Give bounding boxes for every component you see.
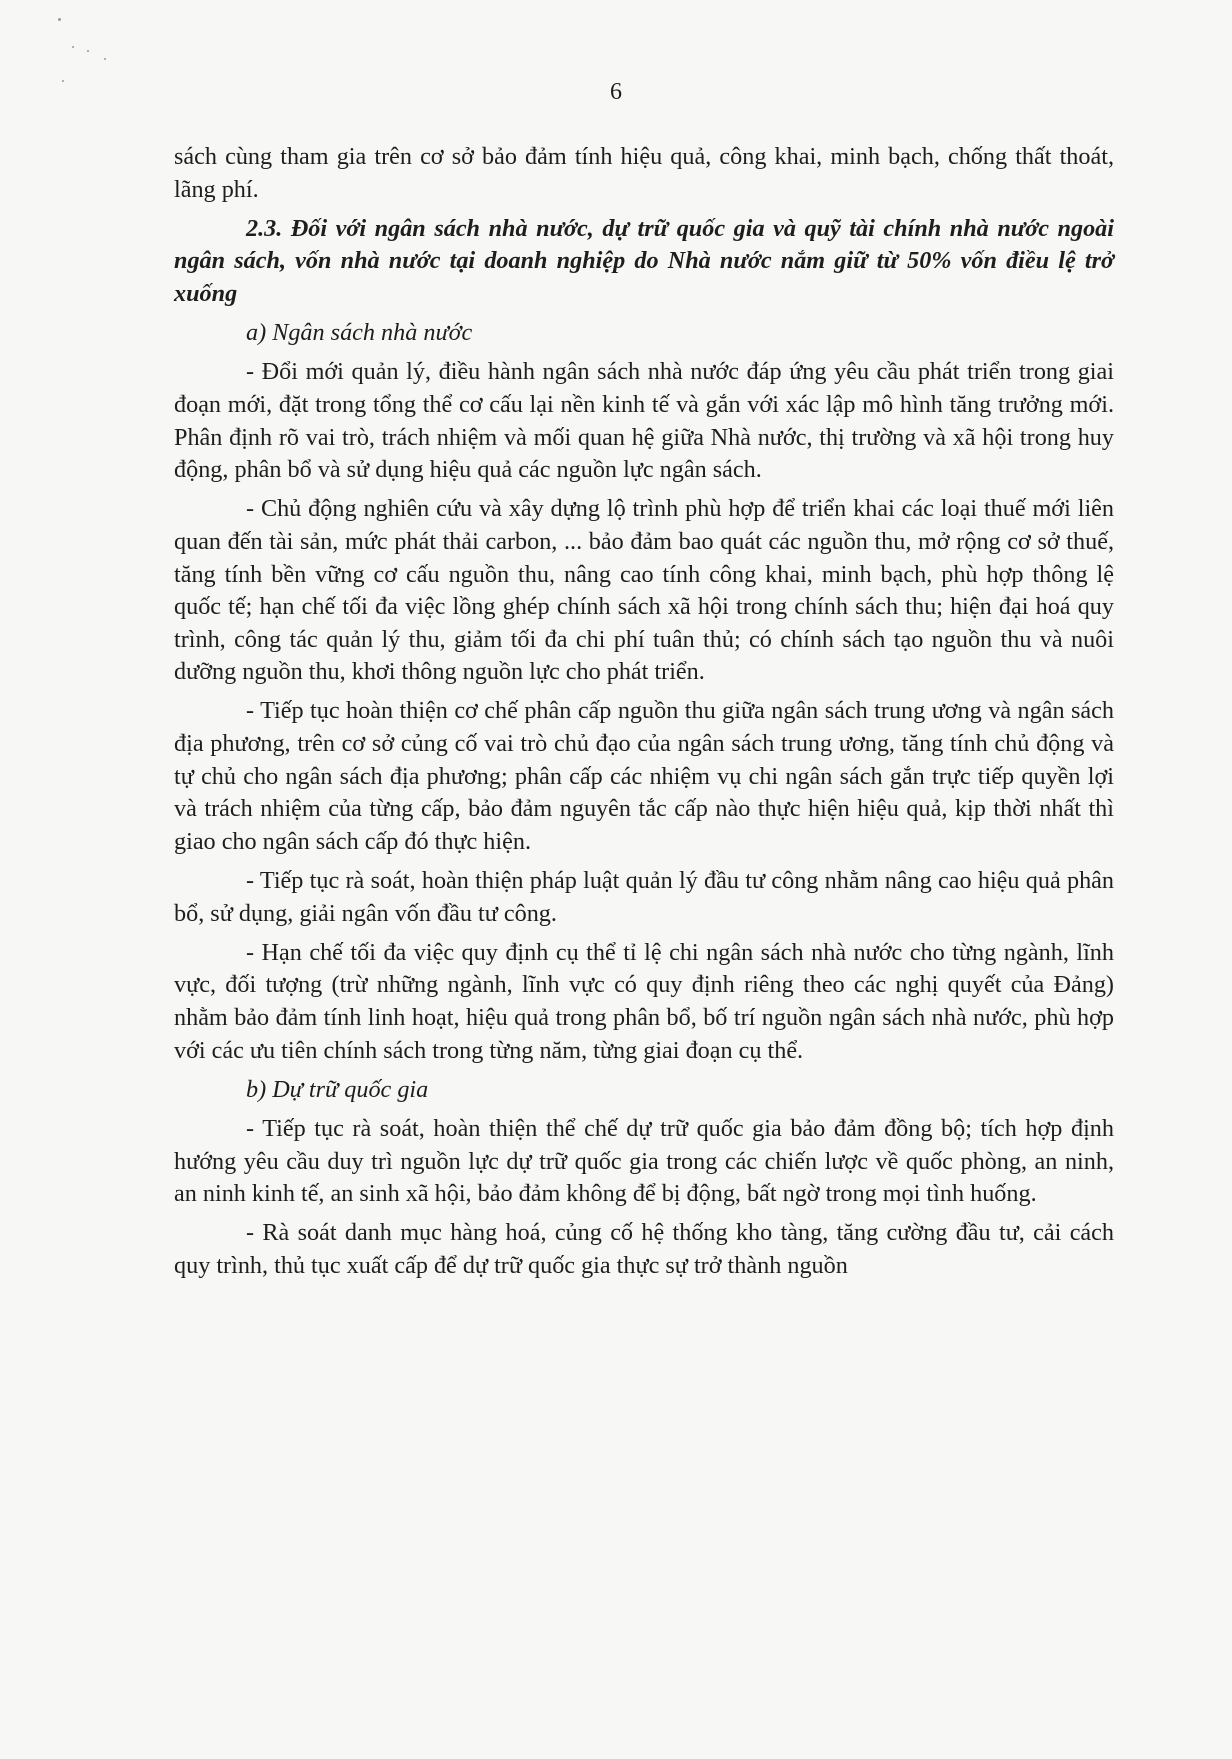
subsection-heading: a) Ngân sách nhà nước [246, 319, 473, 347]
scan-speck [87, 50, 89, 52]
body-paragraph: - Hạn chế tối đa việc quy định cụ thể tỉ lệ chi ngân sách nhà nước cho từng ngành, lĩnh vực, đối tượng (trừ những ngành, lĩnh vực có quy định riêng theo các nghị quyết của Đảng) nhằm bảo đảm tính linh hoạt, hiệu quả trong phân bổ, bố trí nguồn ngân sách nhà nước, phù hợp với các ưu tiên chính sách trong từng năm, từng giai đoạn cụ thể. [174, 938, 1114, 1064]
page-number: 6 [610, 79, 622, 105]
body-paragraph: - Đổi mới quản lý, điều hành ngân sách nhà nước đáp ứng yêu cầu phát triển trong giai đoạn mới, đặt trong tổng thể cơ cấu lại nền kinh tế và gắn với xác lập mô hình tăng trưởng mới. Phân định rõ vai trò, trách nhiệm và mối quan hệ giữa Nhà nước, thị trường và xã hội trong huy động, phân bổ và sử dụng hiệu quả các nguồn lực ngân sách. [174, 358, 1114, 484]
scan-speck [58, 18, 61, 21]
body-paragraph: - Chủ động nghiên cứu và xây dựng lộ trình phù hợp để triển khai các loại thuế mới liên quan đến tài sản, mức phát thải carbon, ... bảo đảm bao quát các nguồn thu, mở rộng cơ sở thuế, tăng tính bền vững cơ cấu nguồn thu, nâng cao tính công khai, minh bạch, phù hợp thông lệ quốc tế; hạn chế tối đa việc lồng ghép chính sách xã hội trong chính sách thu; hiện đại hoá quy trình, công tác quản lý thu, giảm tối đa chi phí tuân thủ; có chính sách tạo nguồn thu và nuôi dưỡng nguồn thu, khơi thông nguồn lực cho phát triển. [174, 495, 1114, 686]
body-paragraph: - Tiếp tục rà soát, hoàn thiện thể chế dự trữ quốc gia bảo đảm đồng bộ; tích hợp định hướng yêu cầu duy trì nguồn lực dự trữ quốc gia trong các chiến lược về quốc phòng, an ninh, an ninh kinh tế, an sinh xã hội, bảo đảm không để bị động, bất ngờ trong mọi tình huống. [174, 1114, 1114, 1208]
section-heading: 2.3. Đối với ngân sách nhà nước, dự trữ quốc gia và quỹ tài chính nhà nước ngoài ngân sách, vốn nhà nước tại doanh nghiệp do Nhà nước nắm giữ từ 50% vốn điều lệ trở xuống [174, 214, 1114, 307]
body-paragraph: - Rà soát danh mục hàng hoá, củng cố hệ thống kho tàng, tăng cường đầu tư, cải cách quy trình, thủ tục xuất cấp để dự trữ quốc gia thực sự trở thành nguồn [174, 1219, 1114, 1279]
body-paragraph: - Tiếp tục rà soát, hoàn thiện pháp luật quản lý đầu tư công nhằm nâng cao hiệu quả phân bổ, sử dụng, giải ngân vốn đầu tư công. [174, 867, 1114, 927]
body-paragraph: - Tiếp tục hoàn thiện cơ chế phân cấp nguồn thu giữa ngân sách trung ương và ngân sách địa phương, trên cơ sở củng cố vai trò chủ đạo của ngân sách trung ương, tăng tính chủ động và tự chủ cho ngân sách địa phương; phân cấp các nhiệm vụ chi ngân sách gắn trực tiếp quyền lợi và trách nhiệm của từng cấp, bảo đảm nguyên tắc cấp nào thực hiện hiệu quả, kịp thời nhất thì giao cho ngân sách cấp đó thực hiện. [174, 697, 1114, 855]
paragraph-continuation: sách cùng tham gia trên cơ sở bảo đảm tính hiệu quả, công khai, minh bạch, chống thất thoát, lãng phí. [174, 143, 1114, 203]
scan-speck [72, 46, 74, 48]
scan-speck [104, 58, 106, 60]
document-body [174, 141, 1114, 1289]
subsection-heading: b) Dự trữ quốc gia [246, 1075, 429, 1103]
